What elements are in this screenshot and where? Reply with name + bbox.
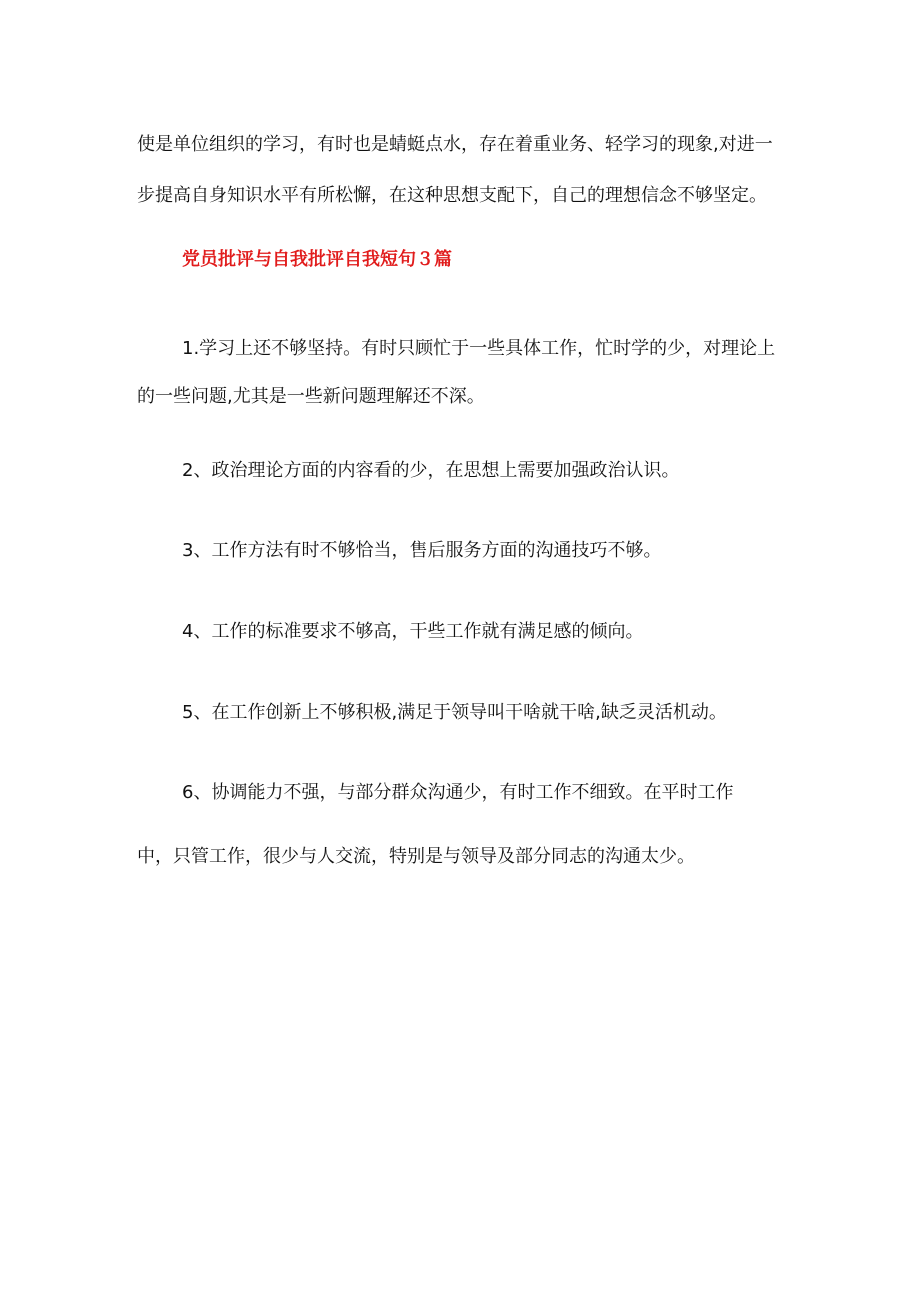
item-1-line-2: 的一些问题,尤其是一些新问题理解还不深。 (137, 386, 485, 407)
item-1-line-1: 1.学习上还不够坚持。有时只顾忙于一些具体工作，忙时学的少，对理论上 (182, 338, 776, 359)
intro-line-1: 使是单位组织的学习，有时也是蜻蜓点水，存在着重业务、轻学习的现象,对进一 (137, 134, 773, 155)
intro-line-2: 步提高自身知识水平有所松懈，在这种思想支配下，自己的理想信念不够坚定。 (137, 185, 767, 206)
item-2: 2、政治理论方面的内容看的少，在思想上需要加强政治认识。 (182, 460, 680, 481)
item-4: 4、工作的标准要求不够高，干些工作就有满足感的倾向。 (182, 621, 644, 642)
item-6-line-2: 中，只管工作，很少与人交流，特别是与领导及部分同志的沟通太少。 (137, 846, 695, 867)
item-5: 5、在工作创新上不够积极,满足于领导叫干啥就干啥,缺乏灵活机动。 (182, 702, 727, 723)
item-3: 3、工作方法有时不够恰当，售后服务方面的沟通技巧不够。 (182, 540, 662, 561)
item-6-line-1: 6、协调能力不强，与部分群众沟通少，有时工作不细致。在平时工作 (182, 782, 734, 803)
section-heading: 党员批评与自我批评自我短句３篇 (182, 249, 452, 270)
